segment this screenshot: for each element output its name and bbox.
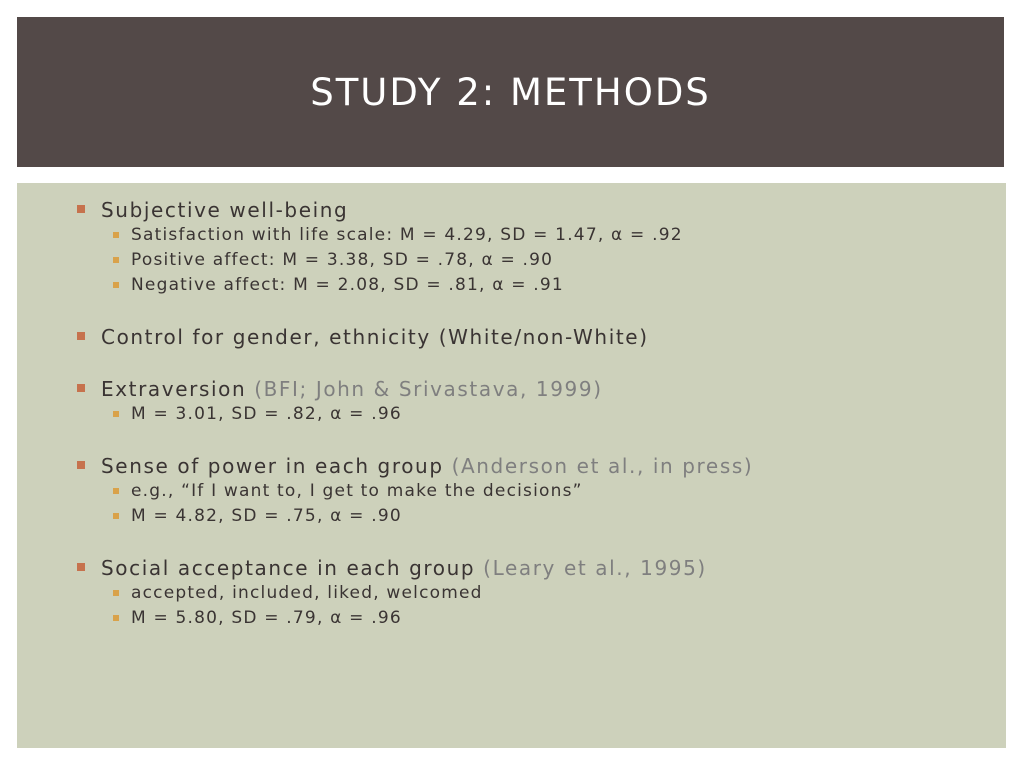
- slide-title: STUDY 2: METHODS: [310, 70, 711, 114]
- sub-list-item: [101, 581, 986, 606]
- citation: (BFI; John & Srivastava, 1999): [254, 377, 603, 401]
- sub-list: [101, 479, 986, 529]
- list-item-text: [101, 555, 986, 581]
- list-item-label: Social acceptance in each group: [101, 556, 484, 580]
- small-square-bullet-icon: [113, 232, 119, 238]
- sub-list-item-text: e.g., “If I want to, I get to make the decisions”: [131, 481, 583, 501]
- small-square-bullet-icon: [113, 615, 119, 621]
- list-item-text: [101, 453, 986, 479]
- small-square-bullet-icon: [113, 282, 119, 288]
- square-bullet-icon: [77, 384, 85, 392]
- title-bar: [17, 17, 1004, 167]
- sub-list-item: [101, 479, 986, 504]
- square-bullet-icon: [77, 205, 85, 213]
- list-item: [75, 555, 986, 631]
- sub-list-item: [101, 504, 986, 529]
- list-item: [75, 324, 986, 350]
- sub-list-item-text: M = 5.80, SD = .79, α = .96: [131, 608, 402, 628]
- citation: (Anderson et al., in press): [451, 454, 754, 478]
- small-square-bullet-icon: [113, 411, 119, 417]
- small-square-bullet-icon: [113, 590, 119, 596]
- sub-list: [101, 581, 986, 631]
- square-bullet-icon: [77, 332, 85, 340]
- sub-list-item-text: Satisfaction with life scale: M = 4.29, SD = 1.47, α = .92: [131, 225, 683, 245]
- citation: (Leary et al., 1995): [483, 556, 707, 580]
- square-bullet-icon: [77, 461, 85, 469]
- list-item-text: [101, 197, 986, 223]
- sub-list-item: [101, 273, 986, 298]
- sub-list-item: [101, 402, 986, 427]
- list-item-label: Control for gender, ethnicity (White/non-White): [101, 325, 649, 349]
- sub-list-item: [101, 606, 986, 631]
- list-item: [75, 376, 986, 427]
- small-square-bullet-icon: [113, 513, 119, 519]
- sub-list-item-text: Positive affect: M = 3.38, SD = .78, α = .90: [131, 250, 554, 270]
- sub-list: [101, 223, 986, 298]
- bullet-list: [75, 197, 986, 657]
- list-item-label: Sense of power in each group: [101, 454, 452, 478]
- sub-list-item-text: accepted, included, liked, welcomed: [131, 583, 483, 603]
- sub-list-item: [101, 248, 986, 273]
- small-square-bullet-icon: [113, 257, 119, 263]
- list-item: [75, 453, 986, 529]
- list-item-text: [101, 324, 986, 350]
- sub-list-item-text: M = 4.82, SD = .75, α = .90: [131, 506, 402, 526]
- small-square-bullet-icon: [113, 488, 119, 494]
- sub-list-item: [101, 223, 986, 248]
- list-item-label: Subjective well-being: [101, 198, 349, 222]
- square-bullet-icon: [77, 563, 85, 571]
- list-item-text: [101, 376, 986, 402]
- sub-list-item-text: M = 3.01, SD = .82, α = .96: [131, 404, 402, 424]
- sub-list: [101, 402, 986, 427]
- list-item: [75, 197, 986, 298]
- sub-list-item-text: Negative affect: M = 2.08, SD = .81, α = .91: [131, 275, 564, 295]
- list-item-label: Extraversion: [101, 377, 255, 401]
- content-area: [17, 183, 1006, 748]
